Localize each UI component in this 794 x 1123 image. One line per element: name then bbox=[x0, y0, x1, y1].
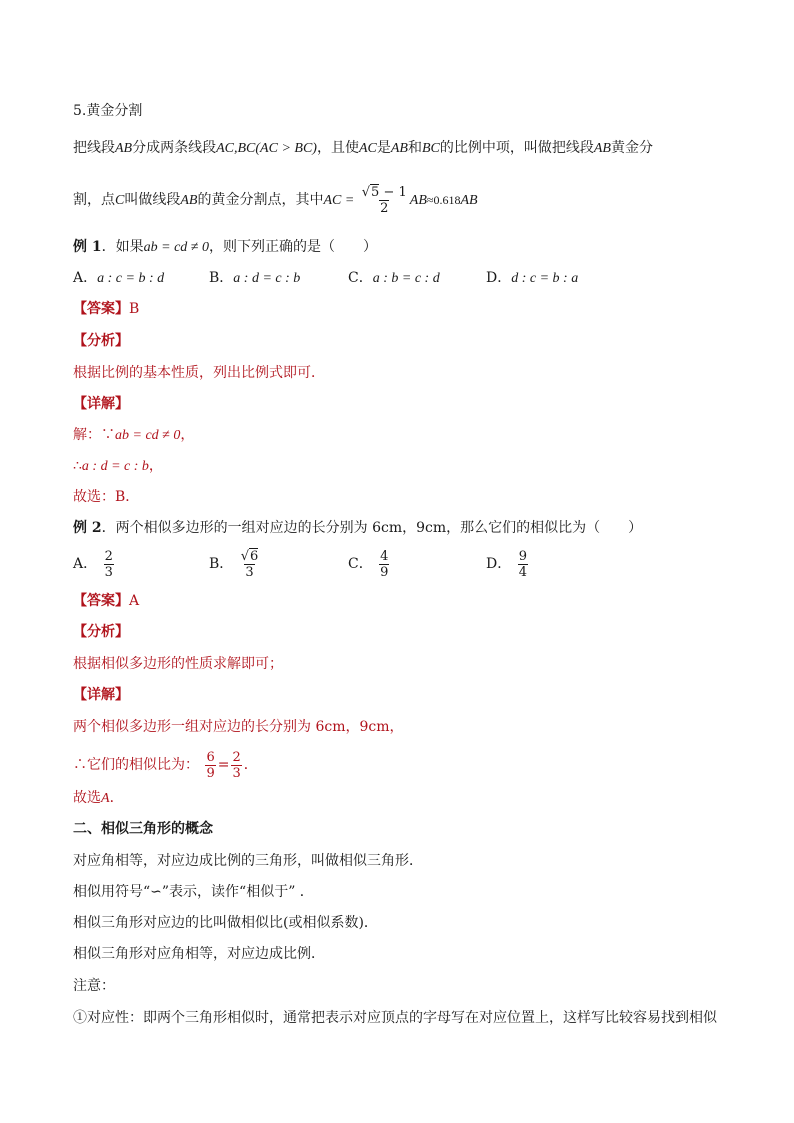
example1-detail-line2: ∴a : d = c : b， bbox=[73, 458, 163, 474]
example2-answer: 【答案】A bbox=[73, 593, 140, 609]
example2-analysis-label: 【分析】 bbox=[73, 624, 129, 640]
example2-option-c: C． $\frac{4}{9}$ bbox=[348, 548, 389, 580]
golden-ratio-fraction: $\frac{√5 - 1}{2}$ bbox=[361, 184, 407, 216]
example2-option-b: B． $\frac{√6}{3}$ bbox=[209, 548, 259, 580]
example2-question: 例 2．两个相似多边形的一组对应边的长分别为 6cm，9cm，那么它们的相似比为（ ） bbox=[73, 520, 643, 536]
golden-section-paragraph-2: 割，点C叫做线段AB的黄金分割点，其中AC = $\frac{√5 - 1}{2}$ AB≈0.618AB bbox=[73, 184, 478, 216]
example2-detail-line2: ∴它们的相似比为： $\frac{6}{9}$ = $\frac{2}{3}$ ． bbox=[73, 749, 258, 781]
example1-detail-line3: 故选：B． bbox=[73, 489, 140, 505]
section2-line2: 相似用符号“∽”表示，读作“相似于” ． bbox=[73, 884, 314, 900]
example2-detail-label: 【详解】 bbox=[73, 687, 129, 703]
example2-option-a: A． $\frac{2}{3}$ bbox=[73, 548, 113, 580]
example1-detail-line1: 解：∵ab = cd ≠ 0， bbox=[73, 427, 195, 443]
section-title: 5.黄金分割 bbox=[73, 103, 143, 119]
example2-analysis: 根据相似多边形的性质求解即可； bbox=[73, 656, 283, 672]
example1-option-d: D．d : c = b : a bbox=[486, 270, 579, 286]
section2-note-label: 注意： bbox=[73, 978, 115, 994]
section2-line4: 相似三角形对应角相等，对应边成比例． bbox=[73, 946, 325, 962]
example1-option-a: A．a : c = b : d bbox=[73, 270, 165, 286]
example1-option-b: B．a : d = c : b bbox=[209, 270, 301, 286]
section2-note-correspondence: ①对应性：即两个三角形相似时，通常把表示对应顶点的字母写在对应位置上，这样写比较容易找到相似 bbox=[73, 1010, 717, 1026]
section2-line3: 相似三角形对应边的比叫做相似比(或相似系数)． bbox=[73, 915, 378, 931]
example2-detail-line3: 故选A． bbox=[73, 790, 124, 806]
example1-detail-label: 【详解】 bbox=[73, 396, 129, 412]
example1-option-c: C．a : b = c : d bbox=[348, 270, 440, 286]
example2-detail-line1: 两个相似多边形一组对应边的长分别为 6cm，9cm， bbox=[73, 719, 404, 735]
example1-analysis-label: 【分析】 bbox=[73, 333, 129, 349]
example1-analysis: 根据比例的基本性质，列出比例式即可． bbox=[73, 365, 325, 381]
section2-title: 二、相似三角形的概念 bbox=[73, 821, 213, 837]
example1-question: 例 1．如果ab = cd ≠ 0，则下列正确的是（ ） bbox=[73, 239, 377, 255]
section2-line1: 对应角相等，对应边成比例的三角形，叫做相似三角形． bbox=[73, 853, 423, 869]
example2-option-d: D． $\frac{9}{4}$ bbox=[486, 548, 527, 580]
golden-section-paragraph-1: 把线段AB分成两条线段AC,BC(AC > BC)，且使AC是AB和BC的比例中项，叫做把线段AB黄金分 bbox=[73, 140, 653, 156]
example1-answer: 【答案】B bbox=[73, 301, 140, 317]
